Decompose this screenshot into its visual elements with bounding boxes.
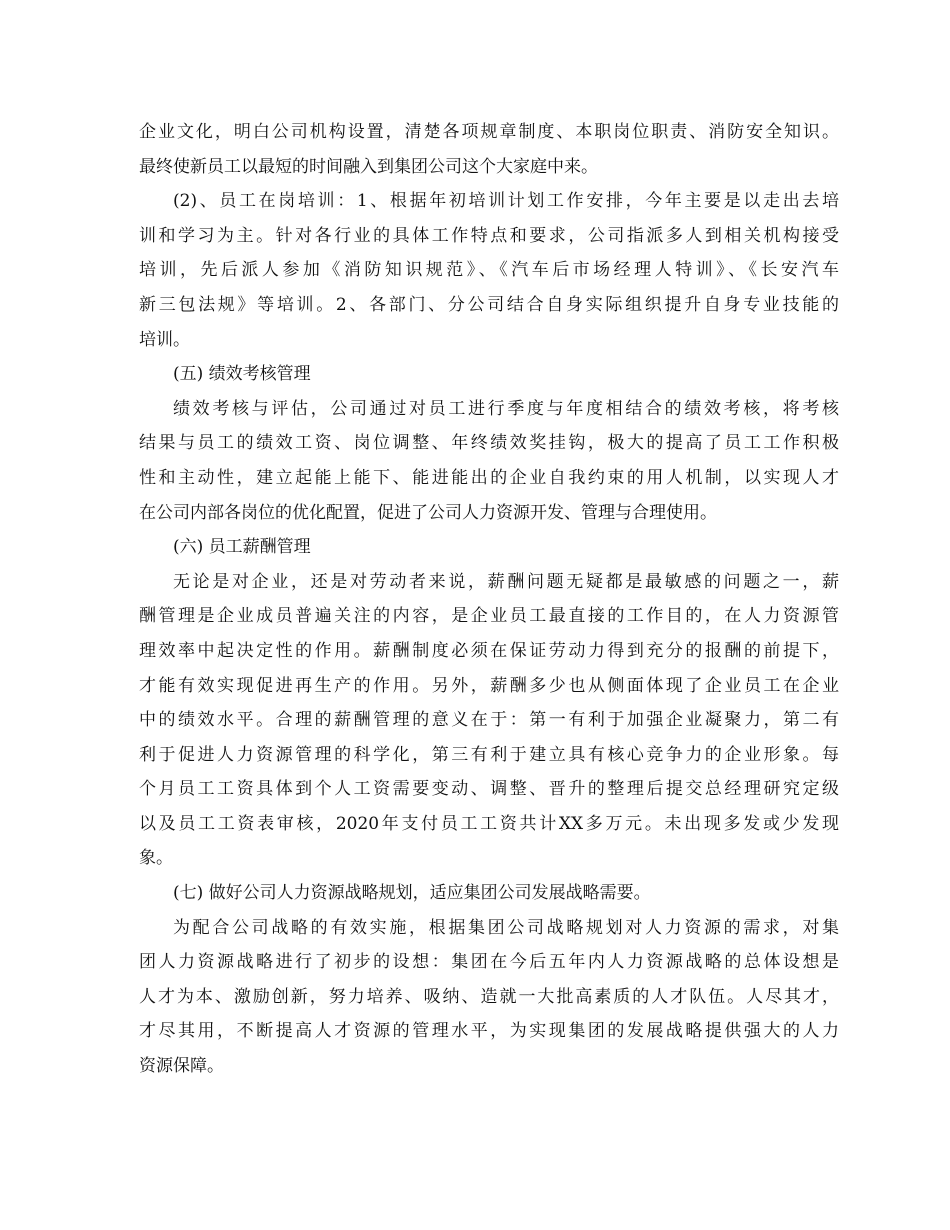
text-line: (五) 绩效考核管理 (173, 364, 311, 385)
text-line: (2)、员工在岗培训：1、根据年初培训计划工作安排，今年主要是以走出去培 (173, 191, 839, 212)
text-line: 中的绩效水平。合理的薪酬管理的意义在于：第一有利于加强企业凝聚力，第二有 (139, 710, 839, 731)
document-page (139, 115, 839, 1084)
text-line: 酬管理是企业成员普遍关注的内容，是企业员工最直接的工作目的，在人力资源管 (139, 606, 839, 627)
text-line: 理效率中起决定性的作用。薪酬制度必须在保证劳动力得到充分的报酬的前提下， (139, 640, 839, 661)
text-line: 训和学习为主。针对各行业的具体工作特点和要求，公司指派多人到相关机构接受 (139, 225, 839, 246)
text-line: 最终使新员工以最短的时间融入到集团公司这个大家庭中来。 (139, 156, 598, 177)
text-line: 利于促进人力资源管理的科学化，第三有利于建立具有核心竞争力的企业形象。每 (139, 744, 839, 765)
text-line: 培训。 (139, 329, 190, 350)
text-line: 在公司内部各岗位的优化配置，促进了公司人力资源开发、管理与合理使用。 (139, 502, 717, 523)
text-line: 才尽其用，不断提高人才资源的管理水平，为实现集团的发展战略提供强大的人力 (139, 1021, 839, 1042)
text-line: (七) 做好公司人力资源战略规划，适应集团公司发展战略需要。 (173, 883, 651, 904)
text-line: 结果与员工的绩效工资、岗位调整、年终绩效奖挂钩，极大的提高了员工工作积极 (139, 433, 839, 454)
text-line: 象。 (139, 848, 173, 869)
text-line: 为配合公司战略的有效实施，根据集团公司战略规划对人力资源的需求，对集 (173, 917, 839, 938)
text-line: 培训，先后派人参加《消防知识规范》、《汽车后市场经理人特训》、《长安汽车 (139, 260, 839, 281)
text-line: 性和主动性，建立起能上能下、能进能出的企业自我约束的用人机制，以实现人才 (139, 467, 839, 488)
text-line: 人才为本、激励创新，努力培养、吸纳、造就一大批高素质的人才队伍。人尽其才， (139, 986, 839, 1007)
text-line: 才能有效实现促进再生产的作用。另外，薪酬多少也从侧面体现了企业员工在企业 (139, 675, 839, 696)
text-line: 资源保障。 (139, 1056, 224, 1077)
text-line: (六) 员工薪酬管理 (173, 537, 311, 558)
text-line: 无论是对企业，还是对劳动者来说，薪酬问题无疑都是最敏感的问题之一，薪 (173, 571, 839, 592)
text-line: 企业文化，明白公司机构设置，清楚各项规章制度、本职岗位职责、消防安全知识。 (139, 122, 839, 142)
text-line: 绩效考核与评估，公司通过对员工进行季度与年度相结合的绩效考核，将考核 (173, 398, 839, 419)
text-line: 个月员工工资具体到个人工资需要变动、调整、晋升的整理后提交总经理研究定级 (139, 779, 839, 800)
text-line: 以及员工工资表审核，2020年支付员工工资共计XX多万元。未出现多发或少发现 (139, 813, 839, 834)
text-line: 新三包法规》等培训。2、各部门、分公司结合自身实际组织提升自身专业技能的 (139, 294, 839, 315)
text-line: 团人力资源战略进行了初步的设想：集团在今后五年内人力资源战略的总体设想是 (139, 952, 839, 973)
